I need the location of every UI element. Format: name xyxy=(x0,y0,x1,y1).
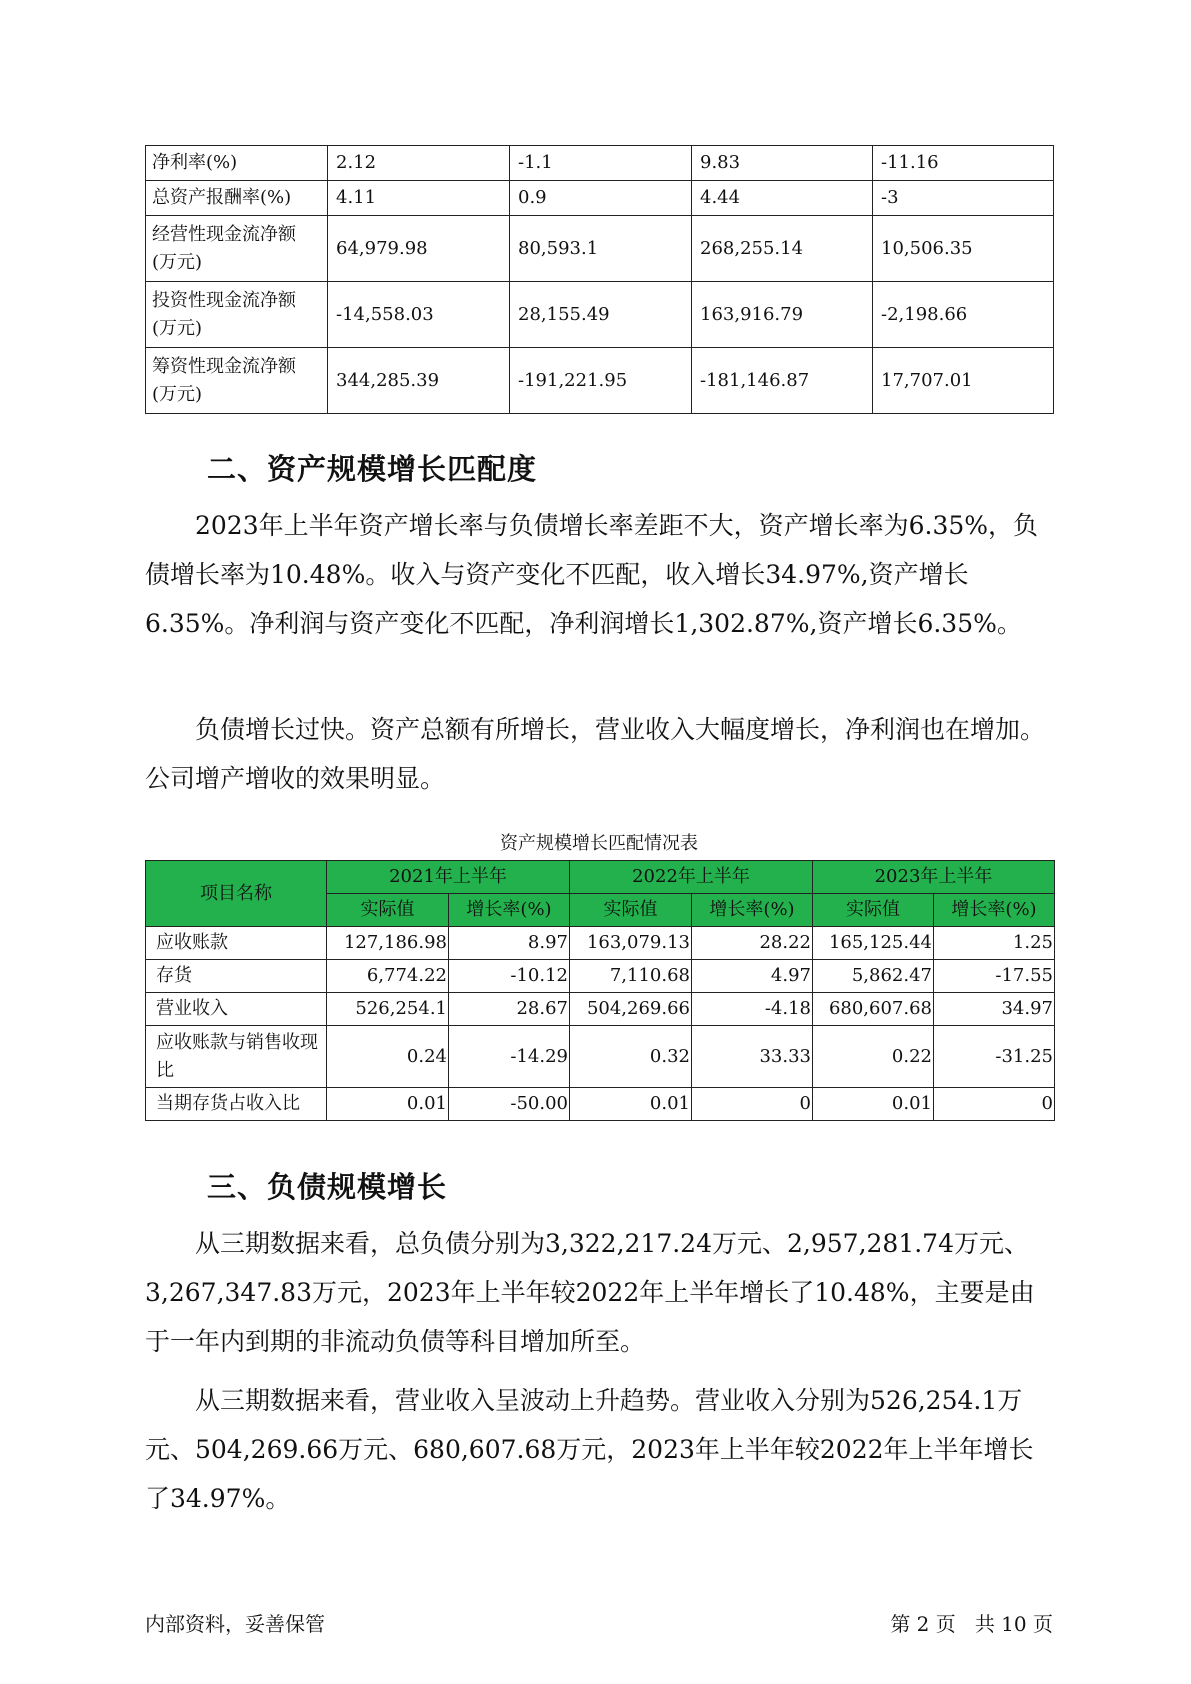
header-row xyxy=(146,861,1055,894)
table-cell: 344,285.39 xyxy=(328,348,510,414)
column-header: 2021年上半年 xyxy=(327,861,570,894)
table-cell: 526,254.1 xyxy=(327,993,449,1026)
row-label: 应收账款 xyxy=(146,927,327,960)
table-cell: -10.12 xyxy=(449,960,570,993)
row-label: 净利率(%) xyxy=(146,146,328,181)
table-cell: 10,506.35 xyxy=(873,216,1054,282)
table-cell: 0.9 xyxy=(510,181,692,216)
table-cell: 8.97 xyxy=(449,927,570,960)
table-cell: 127,186.98 xyxy=(327,927,449,960)
table-row xyxy=(146,348,1054,414)
page-number: 第 2 页 共 10 页 xyxy=(890,1612,1053,1636)
paragraph: 2023年上半年资产增长率与负债增长率差距不大，资产增长率为6.35%，负债增长率为10.48%。收入与资产变化不匹配，收入增长34.97%,资产增长6.35%。净利润与资产变化不匹配，净利润增长1,302.87%,资产增长6.35%。 xyxy=(145,511,1039,638)
column-header: 实际值 xyxy=(570,894,692,927)
asset-growth-match-table xyxy=(145,860,1055,1121)
table-cell: 2.12 xyxy=(328,146,510,181)
column-header: 实际值 xyxy=(327,894,449,927)
table-cell: -14.29 xyxy=(449,1026,570,1088)
row-label: 存货 xyxy=(146,960,327,993)
paragraph: 从三期数据来看，营业收入呈波动上升趋势。营业收入分别为526,254.1万元、504,269.66万元、680,607.68万元，2023年上半年较2022年上半年增长了34.97%。 xyxy=(145,1386,1034,1513)
financial-ratio-table xyxy=(145,145,1054,414)
column-header: 2023年上半年 xyxy=(813,861,1055,894)
table-cell: 6,774.22 xyxy=(327,960,449,993)
table-cell: -50.00 xyxy=(449,1088,570,1121)
table-row xyxy=(146,1088,1055,1121)
table-cell: 0 xyxy=(934,1088,1055,1121)
row-label: 当期存货占收入比 xyxy=(146,1088,327,1121)
table-cell: 17,707.01 xyxy=(873,348,1054,414)
table-row xyxy=(146,146,1054,181)
footer-confidential-note: 内部资料，妥善保管 xyxy=(145,1612,325,1636)
table-cell: 0.22 xyxy=(813,1026,934,1088)
section-heading: 三、负债规模增长 xyxy=(207,1170,448,1204)
table-row xyxy=(146,1026,1055,1088)
table-cell: 0.01 xyxy=(327,1088,449,1121)
table-cell: 268,255.14 xyxy=(692,216,873,282)
table-cell: 34.97 xyxy=(934,993,1055,1026)
column-header: 实际值 xyxy=(813,894,934,927)
table-cell: 0.24 xyxy=(327,1026,449,1088)
table-cell: -181,146.87 xyxy=(692,348,873,414)
table-cell: 5,862.47 xyxy=(813,960,934,993)
table-cell: -4.18 xyxy=(692,993,813,1026)
row-label: 总资产报酬率(%) xyxy=(146,181,328,216)
table-cell: 163,916.79 xyxy=(692,282,873,348)
table-cell: -1.1 xyxy=(510,146,692,181)
table-cell: 33.33 xyxy=(692,1026,813,1088)
table-cell: 0 xyxy=(692,1088,813,1121)
table-cell: 504,269.66 xyxy=(570,993,692,1026)
table-cell: -2,198.66 xyxy=(873,282,1054,348)
table-cell: 4.44 xyxy=(692,181,873,216)
table-cell: 1.25 xyxy=(934,927,1055,960)
column-header: 项目名称 xyxy=(146,861,327,927)
table-cell: 0.01 xyxy=(813,1088,934,1121)
table-cell: 4.97 xyxy=(692,960,813,993)
table-row xyxy=(146,282,1054,348)
table-cell: 163,079.13 xyxy=(570,927,692,960)
table-cell: 28,155.49 xyxy=(510,282,692,348)
table-cell: 80,593.1 xyxy=(510,216,692,282)
table-cell: 0.01 xyxy=(570,1088,692,1121)
row-label: 营业收入 xyxy=(146,993,327,1026)
column-header: 增长率(%) xyxy=(449,894,570,927)
table-cell: -17.55 xyxy=(934,960,1055,993)
table-cell: 9.83 xyxy=(692,146,873,181)
section-heading: 二、资产规模增长匹配度 xyxy=(207,452,538,486)
row-label: 应收账款与销售收现比 xyxy=(146,1026,327,1088)
table-cell: -191,221.95 xyxy=(510,348,692,414)
column-header: 增长率(%) xyxy=(934,894,1055,927)
table-cell: -3 xyxy=(873,181,1054,216)
table-row xyxy=(146,993,1055,1026)
table-cell: -31.25 xyxy=(934,1026,1055,1088)
table-cell: 28.22 xyxy=(692,927,813,960)
table-cell: 7,110.68 xyxy=(570,960,692,993)
table-cell: 4.11 xyxy=(328,181,510,216)
table-cell: 64,979.98 xyxy=(328,216,510,282)
row-label: 投资性现金流净额(万元) xyxy=(146,282,328,348)
paragraph: 从三期数据来看，总负债分别为3,322,217.24万元、2,957,281.74万元、3,267,347.83万元，2023年上半年较2022年上半年增长了10.48%，主要是由于一年内到期的非流动负债等科目增加所至。 xyxy=(145,1229,1035,1356)
table-cell: 680,607.68 xyxy=(813,993,934,1026)
table-row xyxy=(146,181,1054,216)
table-caption: 资产规模增长匹配情况表 xyxy=(500,833,698,854)
table-cell: 0.32 xyxy=(570,1026,692,1088)
row-label: 筹资性现金流净额(万元) xyxy=(146,348,328,414)
paragraph: 负债增长过快。资产总额有所增长，营业收入大幅度增长，净利润也在增加。公司增产增收的效果明显。 xyxy=(145,715,1046,793)
table-row xyxy=(146,960,1055,993)
column-header: 2022年上半年 xyxy=(570,861,813,894)
row-label: 经营性现金流净额(万元) xyxy=(146,216,328,282)
column-header: 增长率(%) xyxy=(692,894,813,927)
table-row xyxy=(146,216,1054,282)
table-cell: 165,125.44 xyxy=(813,927,934,960)
table-row xyxy=(146,927,1055,960)
table-cell: 28.67 xyxy=(449,993,570,1026)
table-cell: -14,558.03 xyxy=(328,282,510,348)
table-cell: -11.16 xyxy=(873,146,1054,181)
